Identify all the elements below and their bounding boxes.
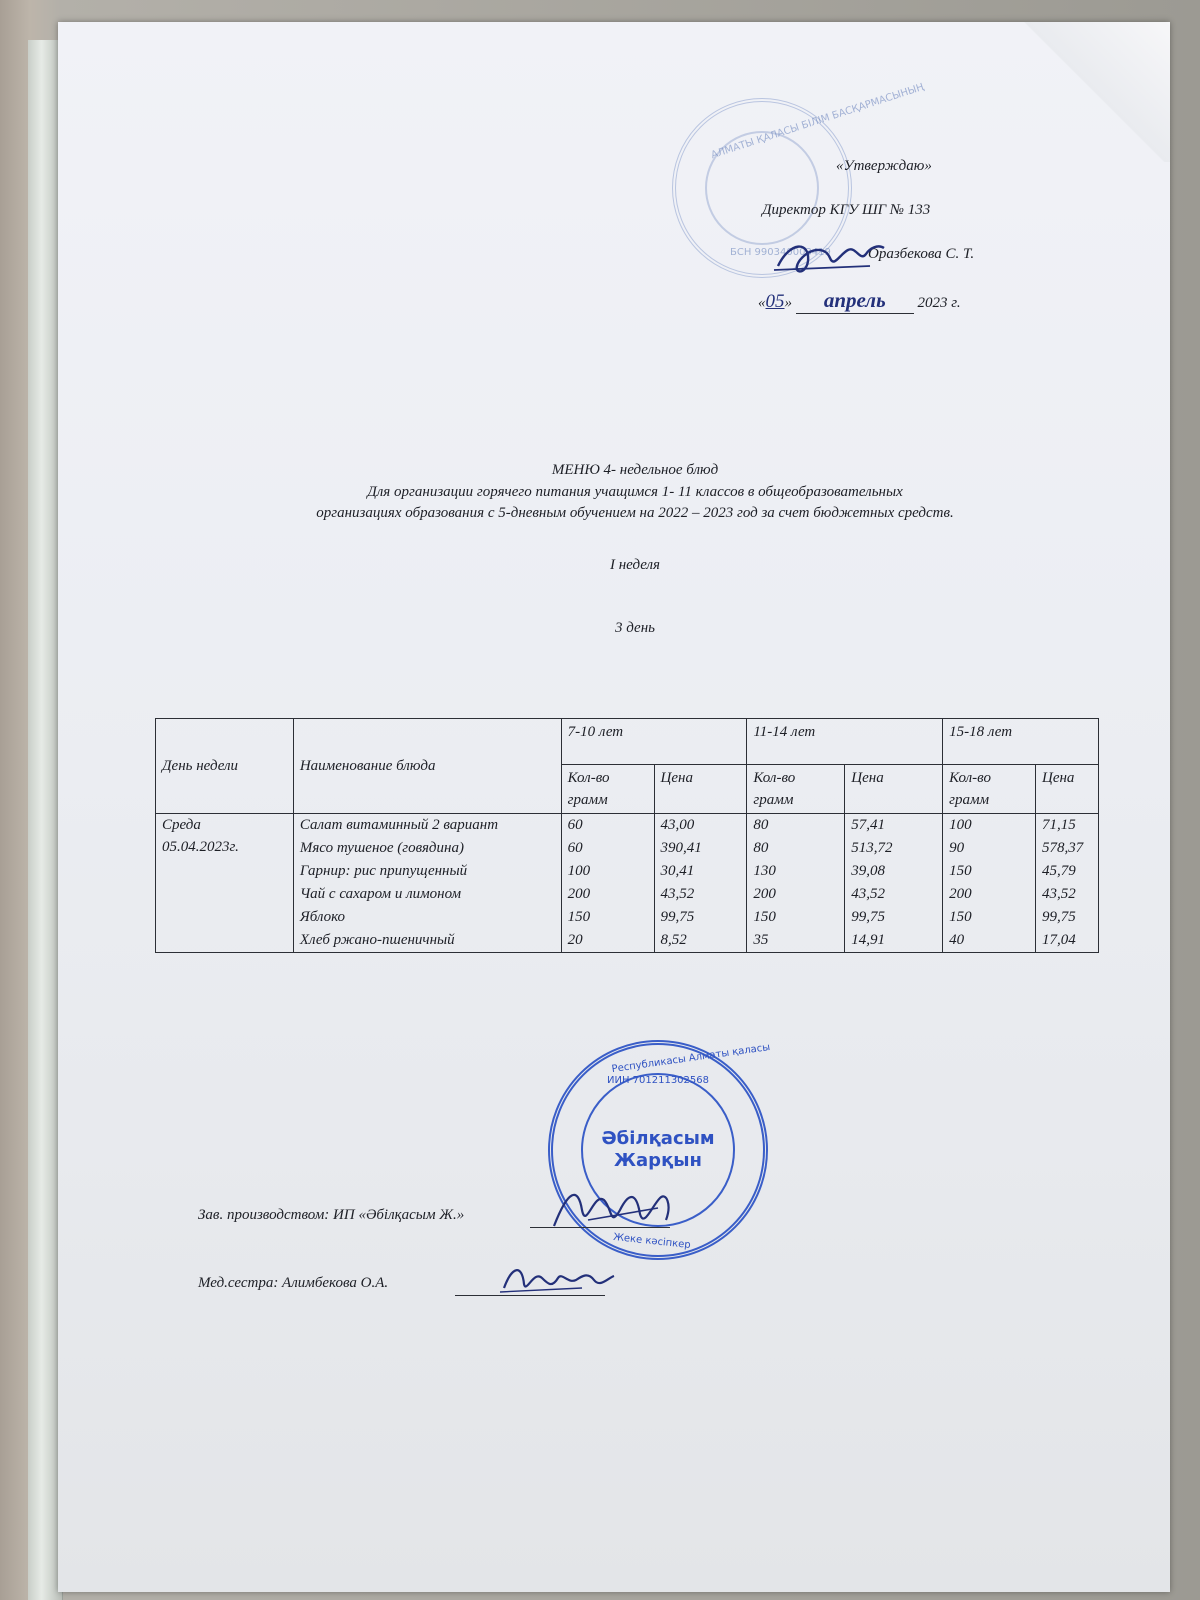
production-manager-label: Зав. производством: ИП «Әбілқасым Ж.» <box>198 1207 465 1223</box>
qty-value: 90 <box>949 840 965 856</box>
price-value: 99,75 <box>660 909 695 925</box>
date-open-quote: « <box>758 295 766 311</box>
subheader-price: Цена <box>845 765 943 814</box>
qty-15-18-cell <box>943 814 1036 953</box>
subheader-price: Цена <box>654 765 747 814</box>
menu-table <box>155 718 1099 953</box>
school-seal-stamp: АЛМАТЫ ҚАЛАСЫ БІЛІМ БАСҚАРМАСЫНЫҢ БСН 990340003419 <box>672 98 852 278</box>
price-value: 14,91 <box>851 932 886 948</box>
menu-subtitle-line-2: организациях образования с 5-дневным обучением на 2022 – 2023 год за счет бюджетных средств. <box>316 505 954 521</box>
week-label: I неделя <box>609 557 661 573</box>
stamp-name-line-1: Әбілқасым <box>601 1128 715 1149</box>
price-value: 390,41 <box>660 840 702 856</box>
dish-name: Хлеб ржано-пшеничный <box>299 932 455 948</box>
stamp-name-line-2: Жарқын <box>614 1150 702 1171</box>
dish-name: Мясо тушеное (говядина) <box>299 840 464 856</box>
subheader-qty: Кол-во грамм <box>943 765 1036 814</box>
day-cell <box>156 814 294 953</box>
price-7-10-cell <box>654 814 747 953</box>
dish-name: Чай с сахаром и лимоном <box>299 886 462 902</box>
qty-value: 40 <box>949 932 965 948</box>
dish-name: Салат витаминный 2 вариант <box>299 817 499 833</box>
price-15-18-cell <box>1036 814 1099 953</box>
nurse-label: Мед.сестра: Алимбекова О.А. <box>198 1275 389 1291</box>
sheet-corner-fold <box>1020 22 1170 162</box>
director-name: Оразбекова С. Т. <box>868 246 975 262</box>
qty-value: 60 <box>567 840 583 856</box>
date-close-quote: » <box>784 295 792 311</box>
header-dish-name: Наименование блюда <box>293 719 561 814</box>
qty-value: 200 <box>567 886 591 902</box>
qty-value: 20 <box>567 932 583 948</box>
subheader-price: Цена <box>1036 765 1099 814</box>
price-value: 43,52 <box>851 886 886 902</box>
subheader-qty: Кол-во грамм <box>747 765 845 814</box>
price-value: 39,08 <box>851 863 886 879</box>
date-day: 05 <box>765 291 785 312</box>
qty-value: 200 <box>753 886 776 902</box>
qty-7-10-cell <box>561 814 654 953</box>
price-value: 43,52 <box>1042 886 1076 902</box>
price-11-14-cell <box>845 814 943 953</box>
qty-value: 200 <box>949 886 972 902</box>
price-value: 43,00 <box>660 817 695 833</box>
price-value: 99,75 <box>1042 909 1076 925</box>
dish-name: Гарнир: рис припущенный <box>299 863 468 879</box>
qty-value: 150 <box>753 909 776 925</box>
entrepreneur-stamp: ИИН 701211302568 Әбілқасым Жарқын Республикасы Алматы қаласы Жеке кәсіпкер <box>548 1040 768 1260</box>
day-date: 05.04.2023г. <box>162 839 239 855</box>
day-name: Среда <box>162 817 201 833</box>
qty-value: 130 <box>753 863 776 879</box>
approve-word: «Утверждаю» <box>836 158 932 174</box>
header-age-7-10: 7-10 лет <box>561 719 747 765</box>
qty-value: 35 <box>753 932 769 948</box>
price-value: 71,15 <box>1042 817 1076 833</box>
header-age-11-14: 11-14 лет <box>747 719 943 765</box>
approval-date <box>758 288 961 314</box>
header-age-15-18: 15-18 лет <box>943 719 1099 765</box>
price-value: 57,41 <box>851 817 886 833</box>
qty-11-14-cell <box>747 814 845 953</box>
price-value: 99,75 <box>851 909 886 925</box>
price-value: 8,52 <box>660 932 687 948</box>
menu-title: МЕНЮ 4- недельное блюд <box>551 462 719 478</box>
price-value: 30,41 <box>660 863 695 879</box>
price-value: 513,72 <box>851 840 893 856</box>
qty-value: 100 <box>567 863 591 879</box>
qty-value: 150 <box>949 863 972 879</box>
production-manager-signature <box>548 1180 678 1240</box>
dish-list-cell <box>293 814 561 953</box>
qty-value: 100 <box>949 817 972 833</box>
nurse-signature <box>498 1258 618 1298</box>
qty-value: 60 <box>567 817 583 833</box>
stamp-inn: ИИН 701211302568 <box>606 1075 709 1086</box>
date-month: апрель <box>796 288 914 314</box>
date-year: 2023 г. <box>917 295 961 311</box>
qty-value: 150 <box>567 909 591 925</box>
qty-value: 80 <box>753 817 769 833</box>
price-value: 578,37 <box>1042 840 1084 856</box>
price-value: 45,79 <box>1042 863 1076 879</box>
price-value: 43,52 <box>660 886 695 902</box>
qty-value: 80 <box>753 840 769 856</box>
day-label: 3 день <box>615 620 655 636</box>
qty-value: 150 <box>949 909 972 925</box>
menu-subtitle-line-1: Для организации горячего питания учащимся 1- 11 классов в общеобразовательных <box>367 484 903 500</box>
director-title: Директор КГУ ШГ № 133 <box>762 202 931 218</box>
table-row-wednesday <box>156 814 1099 953</box>
director-signature <box>770 236 890 286</box>
header-day-of-week: День недели <box>156 719 294 814</box>
price-value: 17,04 <box>1042 932 1076 948</box>
subheader-qty: Кол-во грамм <box>561 765 654 814</box>
dish-name: Яблоко <box>299 909 346 925</box>
